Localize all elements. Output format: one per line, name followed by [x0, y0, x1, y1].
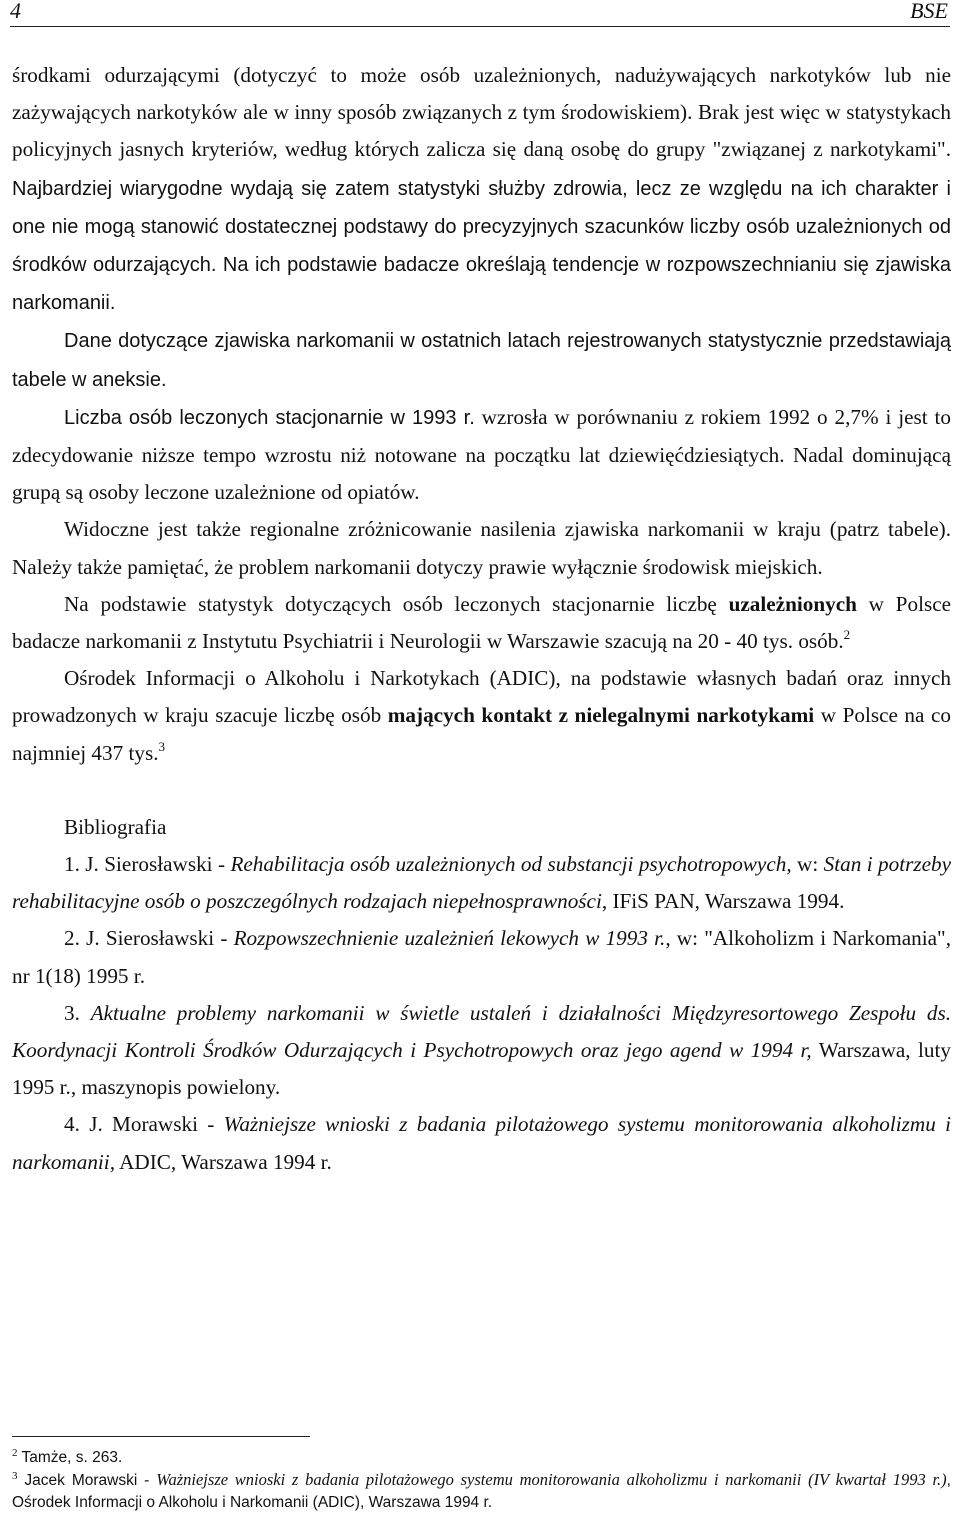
bibliography-title: Bibliografia	[64, 814, 167, 839]
page-number: 4	[10, 0, 21, 23]
emphasis-uzaleznionych: uzależnionych	[728, 591, 857, 616]
paragraph-3: Liczba osób leczonych stacjonarnie w 1993 r. wzrosła w porównaniu z rokiem 1992 o 2,7% i jest to zdecydowanie niższe tempo wzrostu niż notowane na początku lat dziewięćdziesiątych. Nadal dominującą grupą są osoby leczone uzależnione od opiatów.	[12, 404, 951, 505]
bibliography-item: 3. Aktualne problemy narkomanii w świetle ustaleń i działalności Międzyresortowego Zespołu ds. Koordynacji Kontroli Środków Odurzających i Psychotropowych oraz jego agend w 1994 r, Warszawa, luty 1995 r., maszynopis powielony.	[12, 1000, 952, 1100]
footnote-separator	[12, 1436, 310, 1437]
emphasis-contact: mających kontakt z nielegalnymi narkotykami	[387, 703, 815, 728]
bibliography-item: 4. J. Morawski - Ważniejsze wnioski z badania pilotażowego systemu monitorowania alkoholizmu i narkomanii, ADIC, Warszawa 1994 r.	[12, 1112, 951, 1174]
paragraph-4: Widoczne jest także regionalne zróżnicowanie nasilenia zjawiska narkomanii w kraju (patrz tabele). Należy także pamiętać, że problem narkomanii dotyczy prawie wyłącznie środowisk miejskich.	[12, 517, 951, 579]
footnote-2: $^2$ Tamże, s. 263.	[12, 1447, 123, 1466]
bibliography-item: 1. J. Sierosławski - Rehabilitacja osób uzależnionych od substancji psychotropowych, w: Stan i potrzeby rehabilitacyjne osób o poszczególnych rodzajach niepełnosprawności, IFiS PAN, Warszawa 1994.	[12, 852, 951, 914]
paragraph-1: środkami odurzającymi (dotyczyć to może osób uzależnionych, nadużywających narkotyków lub nie zażywających narkotyków ale w inny sposób związanych z tym środowiskiem). Brak jest więc w statystykach policyjnych jasnych kryteriów, według których zalicza się daną osobę do grupy "związanej z narkotykami". Najbardziej wiarygodne wydają się zatem statystyki służby zdrowia, lecz ze względu na ich charakter i one nie mogą stanowić dostatecznej podstawy do precyzyjnych szacunków liczby osób uzależnionych od środków odurzających. Na ich podstawie badacze określają tendencje w rozpowszechnianiu się zjawiska narkomanii.	[12, 63, 951, 315]
footnote-3: $^3$ Jacek Morawski - Ważniejsze wnioski z badania pilotażowego systemu monitorowania alkoholizmu i narkomanii (IV kwartał 1993 r.), Ośrodek Informacji o Alkoholu i Narkomanii (ADIC), Warszawa 1994 r.	[12, 1470, 951, 1511]
spacer	[12, 772, 951, 809]
paragraph-2: Dane dotyczące zjawiska narkomanii w ostatnich latach rejestrowanych statystycznie przedstawiają tabele w aneksie.	[12, 330, 951, 391]
footnote-ref-3[interactable]: 3	[158, 738, 166, 754]
body-text	[12, 57, 951, 1181]
footnote-ref-2[interactable]: 2	[843, 627, 851, 643]
paragraph-6: Ośrodek Informacji o Alkoholu i Narkotykach (ADIC), na podstawie własnych badań oraz innych prowadzonych w kraju szacuje liczbę osób mających kontakt z nielegalnymi narkotykami w Polsce na co najmniej 437 tys.$^3$	[12, 666, 951, 765]
bibliography-item: 2. J. Sierosławski - Rozpowszechnienie uzależnień lekowych w 1993 r., w: "Alkoholizm i Narkomania", nr 1(18) 1995 r.	[12, 926, 952, 988]
journal-name: BSE	[910, 0, 948, 23]
paragraph-5: Na podstawie statystyk dotyczących osób leczonych stacjonarnie liczbę uzależnionych w Polsce badacze narkomanii z Instytutu Psychiatrii i Neurologii w Warszawie szacują na 20 - 40 tys. osób.$^2$	[12, 591, 952, 654]
running-header	[10, 0, 950, 27]
